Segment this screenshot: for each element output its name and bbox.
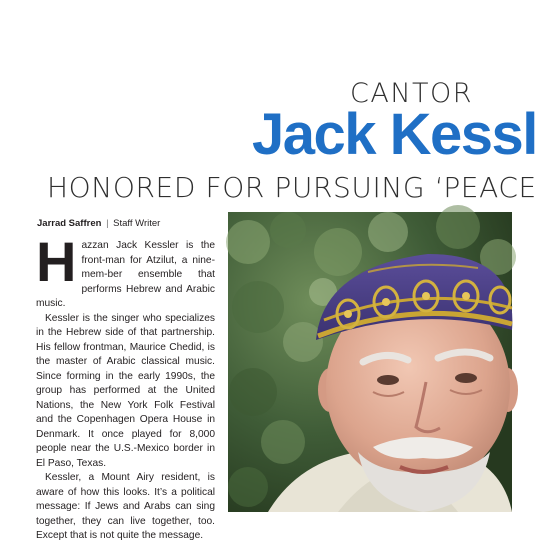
article-paragraph [36, 230, 215, 312]
kicker-title: CANTOR [350, 78, 474, 109]
byline-role: Staff Writer [113, 218, 161, 229]
drop-cap: H [36, 230, 77, 293]
article-paragraph: Kessler is the singer who specializes in the Hebrew side of that partnership. His fellow frontman, Maurice Chedid, is the master of Arabic classical music. Since forming in the early 1990s, the group has performed at the United Nations, the New York Folk Festival and the Copenhagen Opera House in Denmark. It once played for 8,000 people near the U.S.-Mexico border in El Paso, Texas. [36, 312, 215, 469]
article-column [36, 230, 215, 541]
left-eye [377, 375, 399, 385]
headline: Jack Kessl [252, 102, 537, 167]
paragraph-text: azzan Jack Kessler is the front-man for Atzilut, a nine-mem-ber ensemble that performs Hebrew and Arabic music. [36, 240, 215, 309]
portrait-illustration [228, 212, 512, 512]
cantor-portrait-photo [228, 212, 512, 512]
article-paragraph: Kessler, a Mount Airy resident, is aware of how this looks. It’s a political message: If Jews and Arabs can sing together, they can live together, too. Except that is not quite the message. [36, 472, 215, 541]
byline-author: Jarrad Saffren [37, 218, 102, 229]
byline [37, 218, 160, 229]
byline-separator: | [106, 218, 109, 229]
deck-subtitle: HONORED FOR PURSUING ‘PEACE [47, 171, 537, 204]
right-eye [455, 373, 477, 383]
